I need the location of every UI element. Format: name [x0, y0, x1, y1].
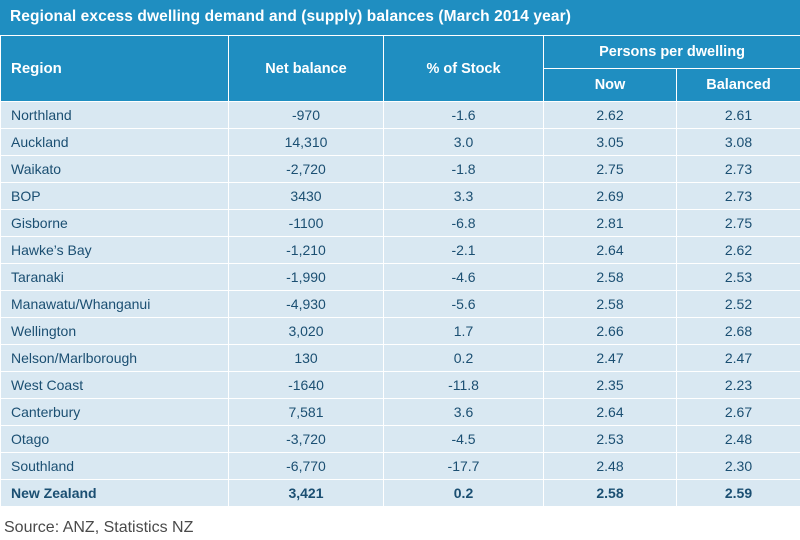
cell-net-balance: -2,720 [229, 156, 384, 183]
column-header-pct-of-stock: % of Stock [384, 36, 544, 102]
cell-persons-balanced: 2.67 [677, 399, 800, 426]
cell-persons-now: 2.48 [544, 453, 677, 480]
cell-persons-now: 2.69 [544, 183, 677, 210]
cell-persons-balanced: 2.23 [677, 372, 800, 399]
cell-persons-now: 2.64 [544, 237, 677, 264]
cell-persons-balanced: 2.61 [677, 102, 800, 129]
cell-pct-of-stock: 0.2 [384, 345, 544, 372]
cell-region: Canterbury [1, 399, 229, 426]
cell-net-balance: 3430 [229, 183, 384, 210]
cell-pct-of-stock: -4.5 [384, 426, 544, 453]
cell-persons-balanced: 2.59 [677, 480, 800, 507]
cell-net-balance: -6,770 [229, 453, 384, 480]
table-row [1, 102, 800, 129]
cell-persons-now: 2.53 [544, 426, 677, 453]
cell-persons-balanced: 2.48 [677, 426, 800, 453]
column-header-balanced: Balanced [677, 69, 800, 102]
cell-pct-of-stock: -1.6 [384, 102, 544, 129]
cell-pct-of-stock: -6.8 [384, 210, 544, 237]
cell-persons-now: 2.47 [544, 345, 677, 372]
cell-region: BOP [1, 183, 229, 210]
cell-persons-balanced: 2.73 [677, 183, 800, 210]
cell-region: West Coast [1, 372, 229, 399]
cell-persons-now: 2.58 [544, 264, 677, 291]
cell-pct-of-stock: 3.0 [384, 129, 544, 156]
figure-title: Regional excess dwelling demand and (supply) balances (March 2014 year) [0, 0, 800, 35]
cell-persons-now: 2.35 [544, 372, 677, 399]
table-row [1, 291, 800, 318]
table-row [1, 264, 800, 291]
cell-pct-of-stock: -11.8 [384, 372, 544, 399]
cell-region: Waikato [1, 156, 229, 183]
table-row [1, 453, 800, 480]
cell-net-balance: -1100 [229, 210, 384, 237]
cell-net-balance: 14,310 [229, 129, 384, 156]
cell-pct-of-stock: -17.7 [384, 453, 544, 480]
cell-net-balance: -3,720 [229, 426, 384, 453]
header-row-primary [1, 36, 800, 69]
cell-pct-of-stock: 3.3 [384, 183, 544, 210]
cell-net-balance: 130 [229, 345, 384, 372]
regional-dwelling-table [0, 35, 800, 507]
cell-pct-of-stock: 1.7 [384, 318, 544, 345]
cell-net-balance: -1,210 [229, 237, 384, 264]
cell-persons-balanced: 3.08 [677, 129, 800, 156]
cell-pct-of-stock: -1.8 [384, 156, 544, 183]
column-header-now: Now [544, 69, 677, 102]
table-row [1, 237, 800, 264]
cell-pct-of-stock: -4.6 [384, 264, 544, 291]
table-row [1, 399, 800, 426]
cell-persons-now: 2.62 [544, 102, 677, 129]
cell-persons-now: 3.05 [544, 129, 677, 156]
cell-persons-balanced: 2.62 [677, 237, 800, 264]
cell-net-balance: 3,020 [229, 318, 384, 345]
cell-persons-now: 2.64 [544, 399, 677, 426]
cell-persons-now: 2.66 [544, 318, 677, 345]
cell-persons-balanced: 2.53 [677, 264, 800, 291]
cell-region: Northland [1, 102, 229, 129]
cell-region: Manawatu/Whanganui [1, 291, 229, 318]
cell-pct-of-stock: 0.2 [384, 480, 544, 507]
cell-persons-now: 2.75 [544, 156, 677, 183]
cell-pct-of-stock: -5.6 [384, 291, 544, 318]
table-row [1, 480, 800, 507]
cell-region: Taranaki [1, 264, 229, 291]
cell-region: Auckland [1, 129, 229, 156]
table-body [1, 102, 800, 507]
cell-persons-balanced: 2.47 [677, 345, 800, 372]
cell-region: Wellington [1, 318, 229, 345]
cell-region: Nelson/Marlborough [1, 345, 229, 372]
cell-pct-of-stock: -2.1 [384, 237, 544, 264]
table-row [1, 183, 800, 210]
column-header-net-balance: Net balance [229, 36, 384, 102]
table-row [1, 210, 800, 237]
cell-region: Southland [1, 453, 229, 480]
table-row [1, 345, 800, 372]
cell-net-balance: 3,421 [229, 480, 384, 507]
table-row [1, 426, 800, 453]
cell-region: Hawke’s Bay [1, 237, 229, 264]
source-note: Source: ANZ, Statistics NZ [4, 519, 194, 536]
cell-persons-balanced: 2.73 [677, 156, 800, 183]
cell-region: New Zealand [1, 480, 229, 507]
cell-persons-now: 2.58 [544, 291, 677, 318]
table-header [1, 36, 800, 102]
cell-net-balance: -970 [229, 102, 384, 129]
cell-net-balance: -4,930 [229, 291, 384, 318]
cell-pct-of-stock: 3.6 [384, 399, 544, 426]
table-row [1, 318, 800, 345]
cell-net-balance: -1640 [229, 372, 384, 399]
cell-region: Gisborne [1, 210, 229, 237]
cell-net-balance: -1,990 [229, 264, 384, 291]
cell-net-balance: 7,581 [229, 399, 384, 426]
cell-region: Otago [1, 426, 229, 453]
column-header-region: Region [1, 36, 229, 102]
table-row [1, 129, 800, 156]
cell-persons-balanced: 2.68 [677, 318, 800, 345]
cell-persons-balanced: 2.75 [677, 210, 800, 237]
cell-persons-balanced: 2.52 [677, 291, 800, 318]
cell-persons-balanced: 2.30 [677, 453, 800, 480]
column-header-persons-per-dwelling: Persons per dwelling [544, 36, 800, 69]
table-row [1, 372, 800, 399]
cell-persons-now: 2.58 [544, 480, 677, 507]
table-row [1, 156, 800, 183]
cell-persons-now: 2.81 [544, 210, 677, 237]
